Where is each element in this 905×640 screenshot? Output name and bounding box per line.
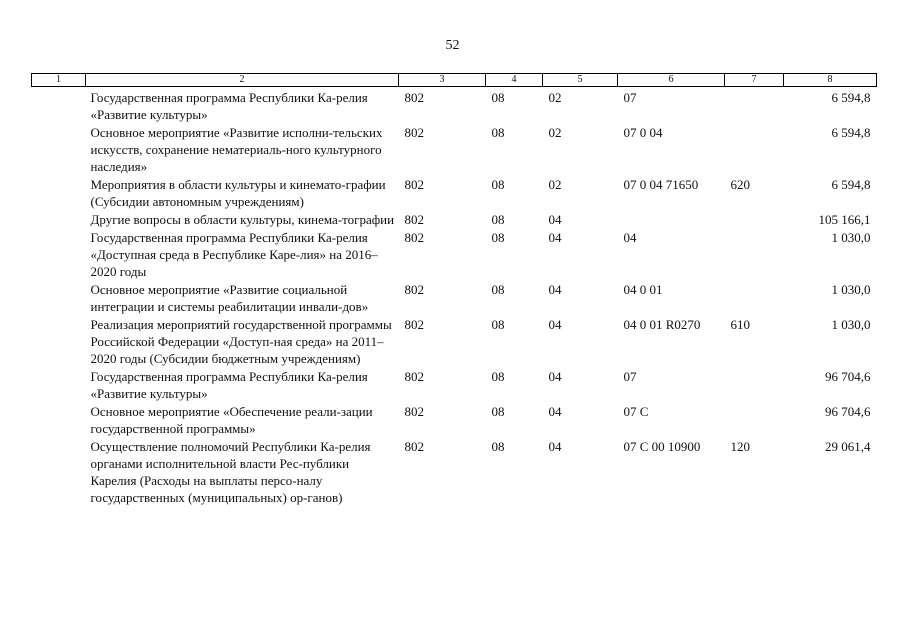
cell-col-7: 120 <box>730 439 750 454</box>
cell-amount: 96 704,6 <box>825 369 871 384</box>
cell-col-4: 08 <box>491 282 505 297</box>
cell-col-6: 04 0 01 <box>623 282 663 297</box>
page-number: 52 <box>445 38 460 53</box>
cell-col-3: 802 <box>404 439 424 454</box>
cell-description: Осуществление полномочий Республики Ка-релия органами исполнительной власти Рес-публики Карелия (Расходы на выплаты персо-налу государственных (муниципальных) ор-ганов) <box>90 439 371 505</box>
cell-amount: 96 704,6 <box>825 404 871 419</box>
header-col-6: 6 <box>618 74 725 87</box>
cell-col-5: 04 <box>548 369 562 384</box>
header-col-5: 5 <box>543 74 618 87</box>
cell-col-5: 02 <box>548 90 562 105</box>
cell-description: Основное мероприятие «Обеспечение реали-зации государственной программы» <box>90 404 373 436</box>
cell-description: Основное мероприятие «Развитие исполни-тельских искусств, сохранение нематериаль-ного культурного наследия» <box>90 125 383 174</box>
cell-col-6: 07 0 04 71650 <box>623 177 699 192</box>
cell-col-1 <box>32 87 86 125</box>
cell-col-4: 08 <box>491 125 505 140</box>
cell-amount: 1 030,0 <box>831 282 871 297</box>
table-row <box>32 438 877 507</box>
cell-col-4: 08 <box>491 230 505 245</box>
cell-col-5: 02 <box>548 125 562 140</box>
cell-description: Государственная программа Республики Ка-релия «Развитие культуры» <box>90 90 368 122</box>
cell-col-4: 08 <box>491 439 505 454</box>
header-col-1: 1 <box>32 74 86 87</box>
cell-amount: 29 061,4 <box>825 439 871 454</box>
cell-amount: 6 594,8 <box>831 177 871 192</box>
table-body <box>32 87 877 508</box>
table-row <box>32 316 877 368</box>
cell-description: Другие вопросы в области культуры, кинема-тографии <box>90 212 395 227</box>
cell-col-7 <box>725 124 784 176</box>
table-row <box>32 281 877 316</box>
table-row <box>32 229 877 281</box>
table-row <box>32 124 877 176</box>
cell-amount: 1 030,0 <box>831 230 871 245</box>
cell-description: Реализация мероприятий государственной программы Российской Федерации «Доступ-ная среда» на 2011–2020 годы (Субсидии бюджетным учреждениям) <box>90 317 392 366</box>
cell-col-3: 802 <box>404 317 424 332</box>
cell-col-7: 610 <box>730 317 750 332</box>
table-row <box>32 176 877 211</box>
cell-col-5: 04 <box>548 404 562 419</box>
header-col-2: 2 <box>86 74 399 87</box>
cell-amount: 6 594,8 <box>831 125 871 140</box>
cell-col-3: 802 <box>404 369 424 384</box>
cell-col-7: 620 <box>730 177 750 192</box>
cell-col-3: 802 <box>404 125 424 140</box>
table-header <box>32 74 877 87</box>
table-row <box>32 403 877 438</box>
cell-col-3: 802 <box>404 212 424 227</box>
cell-col-4: 08 <box>491 90 505 105</box>
cell-col-4: 08 <box>491 177 505 192</box>
cell-description: Государственная программа Республики Ка-релия «Доступная среда в Республике Каре-лия» на 2016–2020 годы <box>90 230 378 279</box>
cell-amount: 105 166,1 <box>818 212 871 227</box>
header-col-8: 8 <box>784 74 877 87</box>
cell-col-4: 08 <box>491 404 505 419</box>
cell-col-5: 04 <box>548 212 562 227</box>
cell-col-5: 02 <box>548 177 562 192</box>
cell-col-3: 802 <box>404 230 424 245</box>
cell-col-1 <box>32 124 86 176</box>
cell-col-3: 802 <box>404 177 424 192</box>
cell-col-6: 04 0 01 R0270 <box>623 317 701 332</box>
cell-col-7 <box>725 229 784 281</box>
cell-col-3: 802 <box>404 90 424 105</box>
cell-col-5: 04 <box>548 439 562 454</box>
cell-col-5: 04 <box>548 317 562 332</box>
cell-col-3: 802 <box>404 282 424 297</box>
header-row <box>32 74 877 87</box>
table-row <box>32 211 877 229</box>
cell-col-4: 08 <box>491 212 505 227</box>
cell-col-1 <box>32 281 86 316</box>
cell-col-6: 07 С <box>623 404 649 419</box>
cell-col-3: 802 <box>404 404 424 419</box>
cell-col-5: 04 <box>548 282 562 297</box>
table-row <box>32 368 877 403</box>
cell-description: Основное мероприятие «Развитие социальной интеграции и системы реабилитации инвали-дов» <box>90 282 369 314</box>
cell-col-1 <box>32 229 86 281</box>
budget-table <box>31 73 877 507</box>
cell-amount: 6 594,8 <box>831 90 871 105</box>
cell-col-7 <box>725 403 784 438</box>
cell-description: Государственная программа Республики Ка-релия «Развитие культуры» <box>90 369 368 401</box>
cell-col-7 <box>725 211 784 229</box>
cell-col-7 <box>725 281 784 316</box>
header-col-3: 3 <box>399 74 486 87</box>
cell-col-1 <box>32 403 86 438</box>
cell-amount: 1 030,0 <box>831 317 871 332</box>
cell-col-7 <box>725 87 784 125</box>
header-col-7: 7 <box>725 74 784 87</box>
cell-col-1 <box>32 176 86 211</box>
cell-col-7 <box>725 368 784 403</box>
table-row <box>32 87 877 125</box>
cell-col-6: 07 С 00 10900 <box>623 439 701 454</box>
cell-col-4: 08 <box>491 369 505 384</box>
cell-description: Мероприятия в области культуры и кинемато-графии (Субсидии автономным учреждениям) <box>90 177 386 209</box>
cell-col-6: 04 <box>623 230 637 245</box>
header-col-4: 4 <box>486 74 543 87</box>
cell-col-1 <box>32 316 86 368</box>
cell-col-1 <box>32 211 86 229</box>
cell-col-4: 08 <box>491 317 505 332</box>
cell-col-1 <box>32 368 86 403</box>
cell-col-6 <box>618 211 725 229</box>
cell-col-6: 07 <box>623 90 637 105</box>
cell-col-5: 04 <box>548 230 562 245</box>
cell-col-6: 07 0 04 <box>623 125 663 140</box>
cell-col-6: 07 <box>623 369 637 384</box>
cell-col-1 <box>32 438 86 507</box>
